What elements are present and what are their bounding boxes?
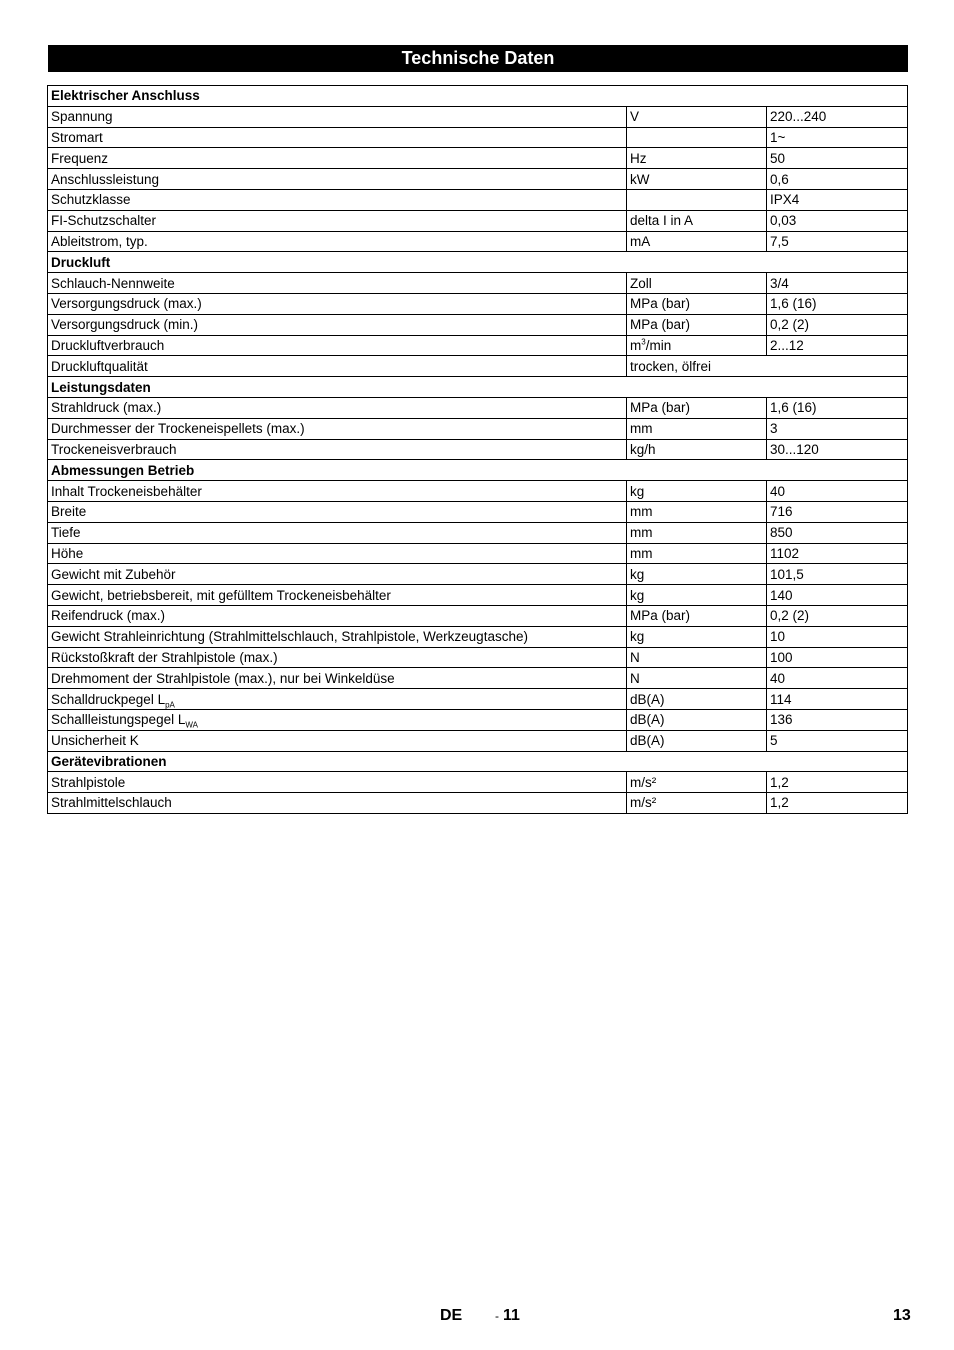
spec-unit: kg/h <box>627 439 767 460</box>
spec-unit: MPa (bar) <box>627 293 767 314</box>
section-header-row <box>48 86 908 107</box>
table-row <box>48 522 908 543</box>
spec-value: 1~ <box>767 127 908 148</box>
footer-language: DE <box>440 1307 463 1324</box>
spec-unit: MPa (bar) <box>627 605 767 626</box>
spec-label-text: Anschlussleistung <box>51 171 160 187</box>
spec-label <box>48 793 627 814</box>
spec-value: 5 <box>767 730 908 751</box>
spec-label-subscript: pA <box>165 700 175 710</box>
spec-value: 1,2 <box>767 793 908 814</box>
spec-value: 1,2 <box>767 772 908 793</box>
section-heading: Gerätevibrationen <box>48 751 908 772</box>
table-row <box>48 793 908 814</box>
table-row <box>48 585 908 606</box>
table-row <box>48 314 908 335</box>
spec-value: 100 <box>767 647 908 668</box>
table-row <box>48 501 908 522</box>
spec-label <box>48 210 627 231</box>
spec-label-text: Schlauch-Nennweite <box>51 275 175 291</box>
spec-label-text: Gewicht Strahleinrichtung (Strahlmittelschlauch, Strahlpistole, Werkzeugtasche) <box>51 629 528 645</box>
table-row <box>48 148 908 169</box>
spec-label-text: Breite <box>51 504 87 520</box>
spec-label-text: Gewicht mit Zubehör <box>51 566 176 582</box>
spec-label-text: Schallleistungspegel L <box>51 712 186 728</box>
spec-unit: dB(A) <box>627 709 767 730</box>
spec-label-text: Schutzklasse <box>51 192 131 208</box>
spec-label-text: Durchmesser der Trockeneispellets (max.) <box>51 421 305 437</box>
spec-label <box>48 564 627 585</box>
spec-label <box>48 585 627 606</box>
section-heading: Druckluft <box>48 252 908 273</box>
spec-unit: V <box>627 106 767 127</box>
spec-value: 1,6 (16) <box>767 293 908 314</box>
spec-unit: dB(A) <box>627 689 767 710</box>
spec-label <box>48 668 627 689</box>
spec-unit: mm <box>627 543 767 564</box>
section-heading: Elektrischer Anschluss <box>48 86 908 107</box>
spec-value: 40 <box>767 481 908 502</box>
spec-value: IPX4 <box>767 189 908 210</box>
table-row <box>48 730 908 751</box>
spec-label-text: Druckluftverbrauch <box>51 337 165 353</box>
spec-value: 220...240 <box>767 106 908 127</box>
footer-page-number: 13 <box>893 1307 911 1324</box>
spec-value: 850 <box>767 522 908 543</box>
spec-unit <box>627 189 767 210</box>
spec-value: 0,03 <box>767 210 908 231</box>
spec-value: 50 <box>767 148 908 169</box>
spec-label <box>48 626 627 647</box>
spec-label <box>48 605 627 626</box>
table-row <box>48 397 908 418</box>
spec-label-text: Höhe <box>51 545 84 561</box>
spec-value: 10 <box>767 626 908 647</box>
page-title: Technische Daten <box>48 45 908 72</box>
footer-section-page-number: 11 <box>503 1307 520 1324</box>
spec-unit: kg <box>627 481 767 502</box>
spec-value: 716 <box>767 501 908 522</box>
spec-unit: MPa (bar) <box>627 397 767 418</box>
spec-label <box>48 169 627 190</box>
spec-label-text: Versorgungsdruck (max.) <box>51 296 202 312</box>
spec-unit: Hz <box>627 148 767 169</box>
spec-label-subscript: WA <box>185 720 198 730</box>
table-row <box>48 356 908 377</box>
spec-label <box>48 481 627 502</box>
spec-unit: mA <box>627 231 767 252</box>
table-row <box>48 626 908 647</box>
section-heading: Leistungsdaten <box>48 377 908 398</box>
spec-label-text: Frequenz <box>51 150 109 166</box>
spec-value: 3 <box>767 418 908 439</box>
spec-label-text: Schalldruckpegel L <box>51 691 166 707</box>
spec-label <box>48 231 627 252</box>
section-header-row <box>48 377 908 398</box>
spec-label <box>48 356 627 377</box>
spec-unit: kg <box>627 585 767 606</box>
table-row <box>48 210 908 231</box>
spec-unit: kg <box>627 626 767 647</box>
spec-label <box>48 273 627 294</box>
spec-unit-superscript: 3 <box>641 337 646 347</box>
footer-dash: - <box>495 1309 499 1323</box>
section-header-row <box>48 751 908 772</box>
spec-unit-value: trocken, ölfrei <box>627 356 908 377</box>
spec-label <box>48 730 627 751</box>
spec-unit: kg <box>627 564 767 585</box>
spec-label <box>48 647 627 668</box>
spec-unit-rest: /min <box>645 337 672 353</box>
spec-value: 1,6 (16) <box>767 397 908 418</box>
spec-label-text: Strahlpistole <box>51 774 126 790</box>
spec-value: 2...12 <box>767 335 908 356</box>
table-row <box>48 668 908 689</box>
spec-label <box>48 543 627 564</box>
spec-value: 3/4 <box>767 273 908 294</box>
spec-unit: Zoll <box>627 273 767 294</box>
footer-section-page <box>495 1306 520 1326</box>
spec-label <box>48 397 627 418</box>
table-row <box>48 169 908 190</box>
spec-value: 7,5 <box>767 231 908 252</box>
spec-label-text: Stromart <box>51 129 103 145</box>
table-row <box>48 709 908 730</box>
table-row <box>48 439 908 460</box>
spec-value: 0,6 <box>767 169 908 190</box>
spec-value: 1102 <box>767 543 908 564</box>
spec-label-text: Unsicherheit K <box>51 733 139 749</box>
spec-label <box>48 189 627 210</box>
spec-label <box>48 522 627 543</box>
spec-unit: m/s² <box>627 772 767 793</box>
spec-unit: MPa (bar) <box>627 314 767 335</box>
table-row <box>48 127 908 148</box>
spec-unit <box>627 127 767 148</box>
spec-label-text: Tiefe <box>51 525 81 541</box>
spec-label-text: Trockeneisverbrauch <box>51 441 177 457</box>
spec-label-text: FI-Schutzschalter <box>51 213 157 229</box>
spec-label-text: Strahldruck (max.) <box>51 400 162 416</box>
spec-unit: mm <box>627 418 767 439</box>
technical-data-table <box>47 85 908 814</box>
spec-unit <box>627 335 767 356</box>
spec-unit: kW <box>627 169 767 190</box>
table-row <box>48 106 908 127</box>
spec-label <box>48 335 627 356</box>
spec-label <box>48 772 627 793</box>
table-row <box>48 418 908 439</box>
spec-value: 136 <box>767 709 908 730</box>
spec-label-text: Druckluftqualität <box>51 358 148 374</box>
spec-unit-base: m <box>630 337 642 353</box>
spec-label <box>48 709 627 730</box>
section-header-row <box>48 460 908 481</box>
spec-value: 40 <box>767 668 908 689</box>
table-row <box>48 689 908 710</box>
spec-label <box>48 501 627 522</box>
spec-label <box>48 689 627 710</box>
spec-value: 0,2 (2) <box>767 314 908 335</box>
spec-label-text: Reifendruck (max.) <box>51 608 166 624</box>
table-row <box>48 273 908 294</box>
spec-label <box>48 418 627 439</box>
table-row <box>48 293 908 314</box>
spec-unit: N <box>627 668 767 689</box>
spec-unit: N <box>627 647 767 668</box>
spec-label <box>48 127 627 148</box>
spec-value: 0,2 (2) <box>767 605 908 626</box>
spec-label-text: Rückstoßkraft der Strahlpistole (max.) <box>51 649 278 665</box>
table-row <box>48 543 908 564</box>
spec-unit: dB(A) <box>627 730 767 751</box>
spec-label <box>48 293 627 314</box>
table-row <box>48 647 908 668</box>
spec-unit: delta I in A <box>627 210 767 231</box>
table-row <box>48 481 908 502</box>
section-heading: Abmessungen Betrieb <box>48 460 908 481</box>
table-row <box>48 335 908 356</box>
spec-label <box>48 148 627 169</box>
spec-value: 101,5 <box>767 564 908 585</box>
spec-value: 114 <box>767 689 908 710</box>
table-row <box>48 189 908 210</box>
section-header-row <box>48 252 908 273</box>
table-row <box>48 564 908 585</box>
table-row <box>48 772 908 793</box>
spec-value: 30...120 <box>767 439 908 460</box>
spec-label-text: Gewicht, betriebsbereit, mit gefülltem Trockeneisbehälter <box>51 587 391 603</box>
table-row <box>48 605 908 626</box>
spec-label-text: Strahlmittelschlauch <box>51 795 172 811</box>
spec-unit: mm <box>627 501 767 522</box>
spec-label-text: Drehmoment der Strahlpistole (max.), nur bei Winkeldüse <box>51 670 395 686</box>
table-row <box>48 231 908 252</box>
spec-value: 140 <box>767 585 908 606</box>
spec-label <box>48 314 627 335</box>
spec-label-text: Ableitstrom, typ. <box>51 233 148 249</box>
spec-unit: m/s² <box>627 793 767 814</box>
spec-label-text: Versorgungsdruck (min.) <box>51 317 199 333</box>
spec-unit: mm <box>627 522 767 543</box>
spec-label-text: Inhalt Trockeneisbehälter <box>51 483 202 499</box>
spec-label <box>48 439 627 460</box>
spec-label <box>48 106 627 127</box>
spec-label-text: Spannung <box>51 109 113 125</box>
